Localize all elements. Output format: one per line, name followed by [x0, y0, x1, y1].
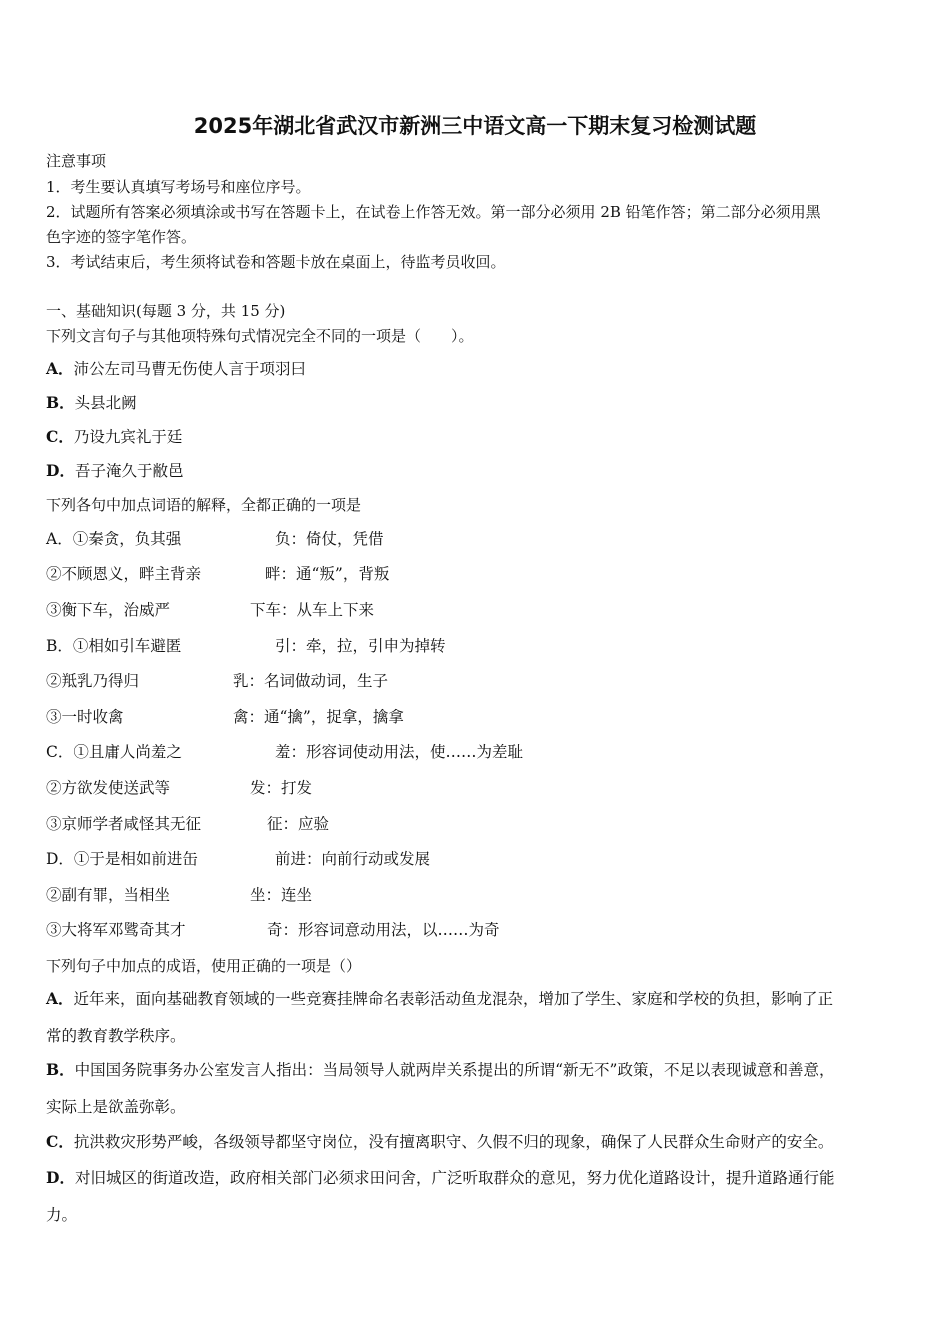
- q2-stem: 下列各句中加点词语的解释，全都正确的一项是: [46, 496, 362, 514]
- q1-stem: 下列文言句子与其他项特殊句式情况完全不同的一项是（ ）。: [46, 327, 474, 345]
- q1-option-c: [46, 427, 182, 447]
- q2-row-left: ②不顾恩义，畔主背亲: [46, 565, 202, 583]
- q2-row: [46, 600, 375, 620]
- q2-row-left: D．①于是相如前进缶: [46, 850, 198, 868]
- q2-row-right: 乳：名词做动词，生子: [233, 672, 389, 690]
- option-text: 沛公左司马曹无伤使人言于项羽曰: [73, 360, 307, 378]
- q2-row-right: 坐：连坐: [250, 886, 313, 904]
- q2-row-right: 前进：向前行动或发展: [275, 850, 431, 868]
- q1-option-a: [46, 359, 306, 379]
- q2-row-left: ②方欲发使送武等: [46, 779, 171, 797]
- section-heading: 一、基础知识(每题 3 分，共 15 分): [46, 302, 286, 320]
- q2-row-left: ②副有罪，当相坐: [46, 886, 171, 904]
- q2-row-left: ③一时收禽: [46, 708, 124, 726]
- option-text: 对旧城区的街道改造，政府相关部门必须求田问舍，广泛听取群众的意见，努力优化道路设计，提升道路通行能: [74, 1169, 835, 1187]
- notice-item-2: 2．试题所有答案必须填涂或书写在答题卡上，在试卷上作答无效。第一部分必须用 2B 铅笔作答；第二部分必须用黑: [46, 203, 821, 221]
- option-label: C．: [46, 427, 74, 446]
- q2-row-left: A．①秦贪，负其强: [46, 530, 182, 548]
- page-title: 2025年湖北省武汉市新洲三中语文高一下期末复习检测试题: [193, 114, 757, 138]
- q3-option-c: [46, 1132, 833, 1152]
- option-label: B．: [46, 393, 75, 412]
- q2-row: [46, 778, 313, 798]
- q3-option-a: [46, 989, 833, 1009]
- q3-stem: 下列句子中加点的成语，使用正确的一项是（）: [46, 957, 362, 975]
- q2-row-left: ③衡下车，治威严: [46, 601, 171, 619]
- q2-row: [46, 742, 524, 762]
- option-label: A．: [46, 989, 74, 1008]
- notice-item-3: 3．考试结束后，考生须将试卷和答题卡放在桌面上，待监考员收回。: [46, 253, 506, 271]
- q2-row-right: 引：牵，拉，引申为掉转: [275, 637, 446, 655]
- q2-row-right: 畔：通“叛”，背叛: [265, 565, 390, 583]
- q2-row-left: B．①相如引车避匿: [46, 637, 182, 655]
- q2-row: [46, 707, 404, 727]
- option-text: 乃设九宾礼于廷: [73, 428, 183, 446]
- q2-row: [46, 849, 431, 869]
- notice-item-2-cont: 色字迹的签字笔作答。: [46, 228, 197, 246]
- q3-option-b-cont: 实际上是欲盖弥彰。: [46, 1098, 186, 1116]
- q2-row-left: ②羝乳乃得归: [46, 672, 140, 690]
- notice-heading: 注意事项: [46, 152, 107, 170]
- q2-row-right: 奇：形容词意动用法，以……为奇: [267, 921, 500, 939]
- option-label: C．: [46, 1132, 74, 1151]
- option-text: 抗洪救灾形势严峻，各级领导都坚守岗位，没有擅离职守、久假不归的现象，确保了人民群众生命财产的安全。: [73, 1133, 834, 1151]
- q2-row-right: 禽：通“擒”，捉拿，擒拿: [233, 708, 404, 726]
- q3-option-a-cont: 常的教育教学秩序。: [46, 1027, 186, 1045]
- q2-row-right: 下车：从车上下来: [250, 601, 375, 619]
- option-label: B．: [46, 1060, 75, 1079]
- notice-item-1: 1．考生要认真填写考场号和座位序号。: [46, 178, 311, 196]
- q3-option-d-cont: 力。: [46, 1206, 78, 1224]
- q2-row-right: 负：倚仗，凭借: [275, 530, 384, 548]
- option-text: 中国国务院事务办公室发言人指出：当局领导人就两岸关系提出的所谓“新无不”政策，不足以表现诚意和善意，: [74, 1061, 835, 1079]
- q2-row: [46, 885, 313, 905]
- option-label: A．: [46, 359, 74, 378]
- option-text: 吾子淹久于敝邑: [74, 462, 184, 480]
- option-label: D．: [46, 1168, 75, 1187]
- q1-option-d: [46, 461, 183, 481]
- q2-row-right: 发：打发: [250, 779, 313, 797]
- q2-row: [46, 920, 500, 940]
- q2-row: [46, 671, 389, 691]
- option-text: 头县北阙: [74, 394, 137, 412]
- q2-row-left: ③大将军邓骘奇其才: [46, 921, 186, 939]
- q2-row-right: 征：应验: [267, 815, 330, 833]
- q2-row-left: C．①且庸人尚羞之: [46, 743, 182, 761]
- q2-row-left: ③京师学者咸怪其无征: [46, 815, 202, 833]
- q2-row: [46, 529, 384, 549]
- q2-row: [46, 814, 330, 834]
- q2-row-right: 羞：形容词使动用法，使……为差耻: [275, 743, 524, 761]
- q3-option-d: [46, 1168, 834, 1188]
- q3-option-b: [46, 1060, 834, 1080]
- option-label: D．: [46, 461, 75, 480]
- q2-row: [46, 636, 446, 656]
- q1-option-b: [46, 393, 137, 413]
- q2-row: [46, 564, 390, 584]
- option-text: 近年来，面向基础教育领域的一些竞赛挂牌命名表彰活动鱼龙混杂，增加了学生、家庭和学校的负担，影响了正: [73, 990, 834, 1008]
